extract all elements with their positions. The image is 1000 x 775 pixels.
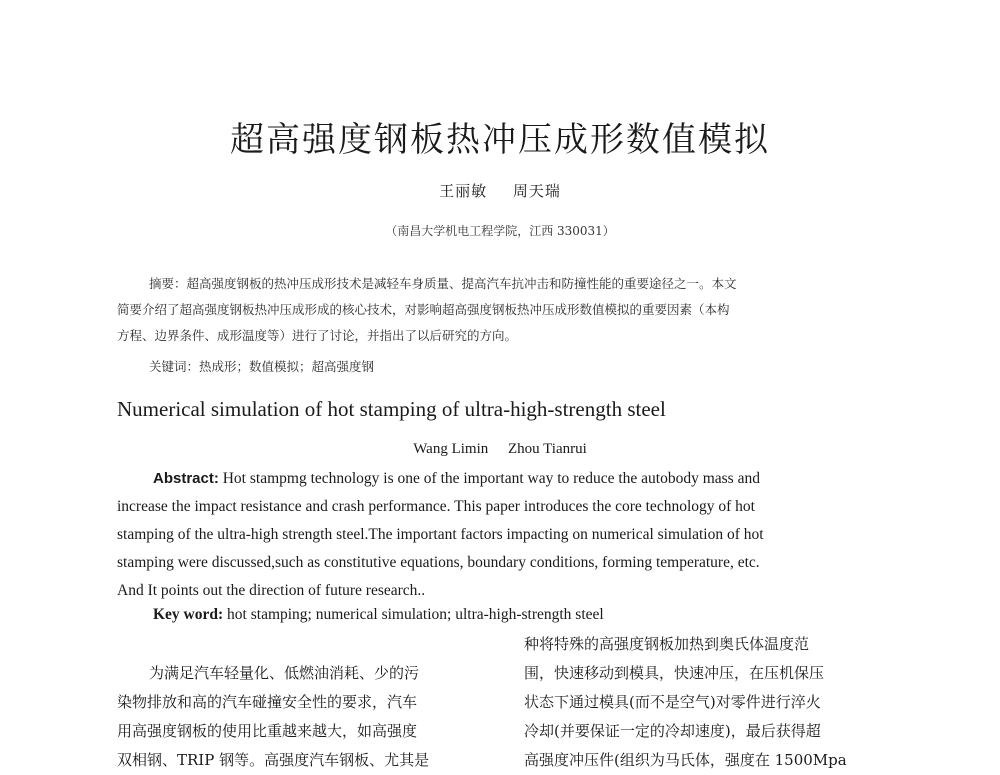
- author-cn-1: 王丽敏: [439, 182, 488, 200]
- author-cn-2: 周天瑞: [512, 182, 561, 200]
- abstract-en-line: [153, 465, 869, 493]
- paper-title-en: Numerical simulation of hot stamping of ultra-high-strength steel: [117, 397, 666, 421]
- keywords-en: [153, 606, 604, 624]
- author-en-1: Wang Limin: [413, 441, 489, 457]
- abstract-en-label: Abstract:: [153, 470, 219, 487]
- keywords-en-label: Key word:: [153, 606, 224, 623]
- abstract-cn-line: 简要介绍了超高强度钢板热冲压成形成的核心技术，对影响超高强度钢板热冲压成形数值模拟的重要因素（本构: [117, 302, 730, 317]
- body-line: 用高强度钢板的使用比重越来越大，如高强度: [117, 722, 418, 740]
- author-en-2: Zhou Tianrui: [508, 441, 587, 457]
- body-line: 为满足汽车轻量化、低燃油消耗、少的污: [149, 664, 420, 682]
- authors-cn: [0, 180, 1000, 201]
- abstract-cn-line: 方程、边界条件、成形温度等）进行了讨论，并指出了以后研究的方向。: [117, 328, 518, 343]
- abstract-en-line: increase the impact resistance and crash performance. This paper introduces the core technology of hot: [117, 498, 755, 515]
- abstract-en-line: And It points out the direction of future research..: [117, 582, 426, 599]
- abstract-en-line: stamping were discussed,such as constitutive equations, boundary conditions, forming temperature, etc.: [117, 554, 760, 571]
- body-line: 冷却(并要保证一定的冷却速度)，最后获得超: [524, 722, 821, 740]
- body-line: 高强度冲压件(组织为马氏体，强度在 1500Mpa: [524, 751, 847, 769]
- abstract-en: [117, 465, 869, 605]
- authors-en: [0, 441, 1000, 458]
- abstract-en-text: Hot stampmg technology is one of the important way to reduce the autobody mass and: [218, 470, 760, 487]
- body-line: 种将特殊的高强度钢板加热到奥氏体温度范: [524, 635, 810, 653]
- body-line: 状态下通过模具(而不是空气)对零件进行淬火: [524, 693, 821, 711]
- keywords-cn: 关键词：热成形；数值模拟；超高强度钢: [149, 359, 375, 374]
- body-line: 染物排放和高的汽车碰撞安全性的要求，汽车: [117, 693, 418, 711]
- body-line: 双相钢、TRIP 钢等。高强度汽车钢板、尤其是: [117, 751, 430, 769]
- keywords-en-text: hot stamping; numerical simulation; ultra-high-strength steel: [223, 606, 604, 623]
- abstract-cn: [117, 271, 873, 349]
- affiliation-cn: （南昌大学机电工程学院，江西 330031）: [385, 224, 615, 238]
- abstract-en-line: stamping of the ultra-high strength steel.The important factors impacting on numerical simulation of hot: [117, 526, 764, 543]
- body-column-left: [117, 659, 477, 775]
- paper-title-cn: 超高强度钢板热冲压成形数值模拟: [230, 120, 770, 160]
- body-column-right: [524, 630, 884, 775]
- body-line: 围，快速移动到模具，快速冲压，在压机保压: [524, 664, 825, 682]
- abstract-cn-line: 摘要：超高强度钢板的热冲压成形技术是减轻车身质量、提高汽车抗冲击和防撞性能的重要途径之一。本文: [149, 276, 737, 291]
